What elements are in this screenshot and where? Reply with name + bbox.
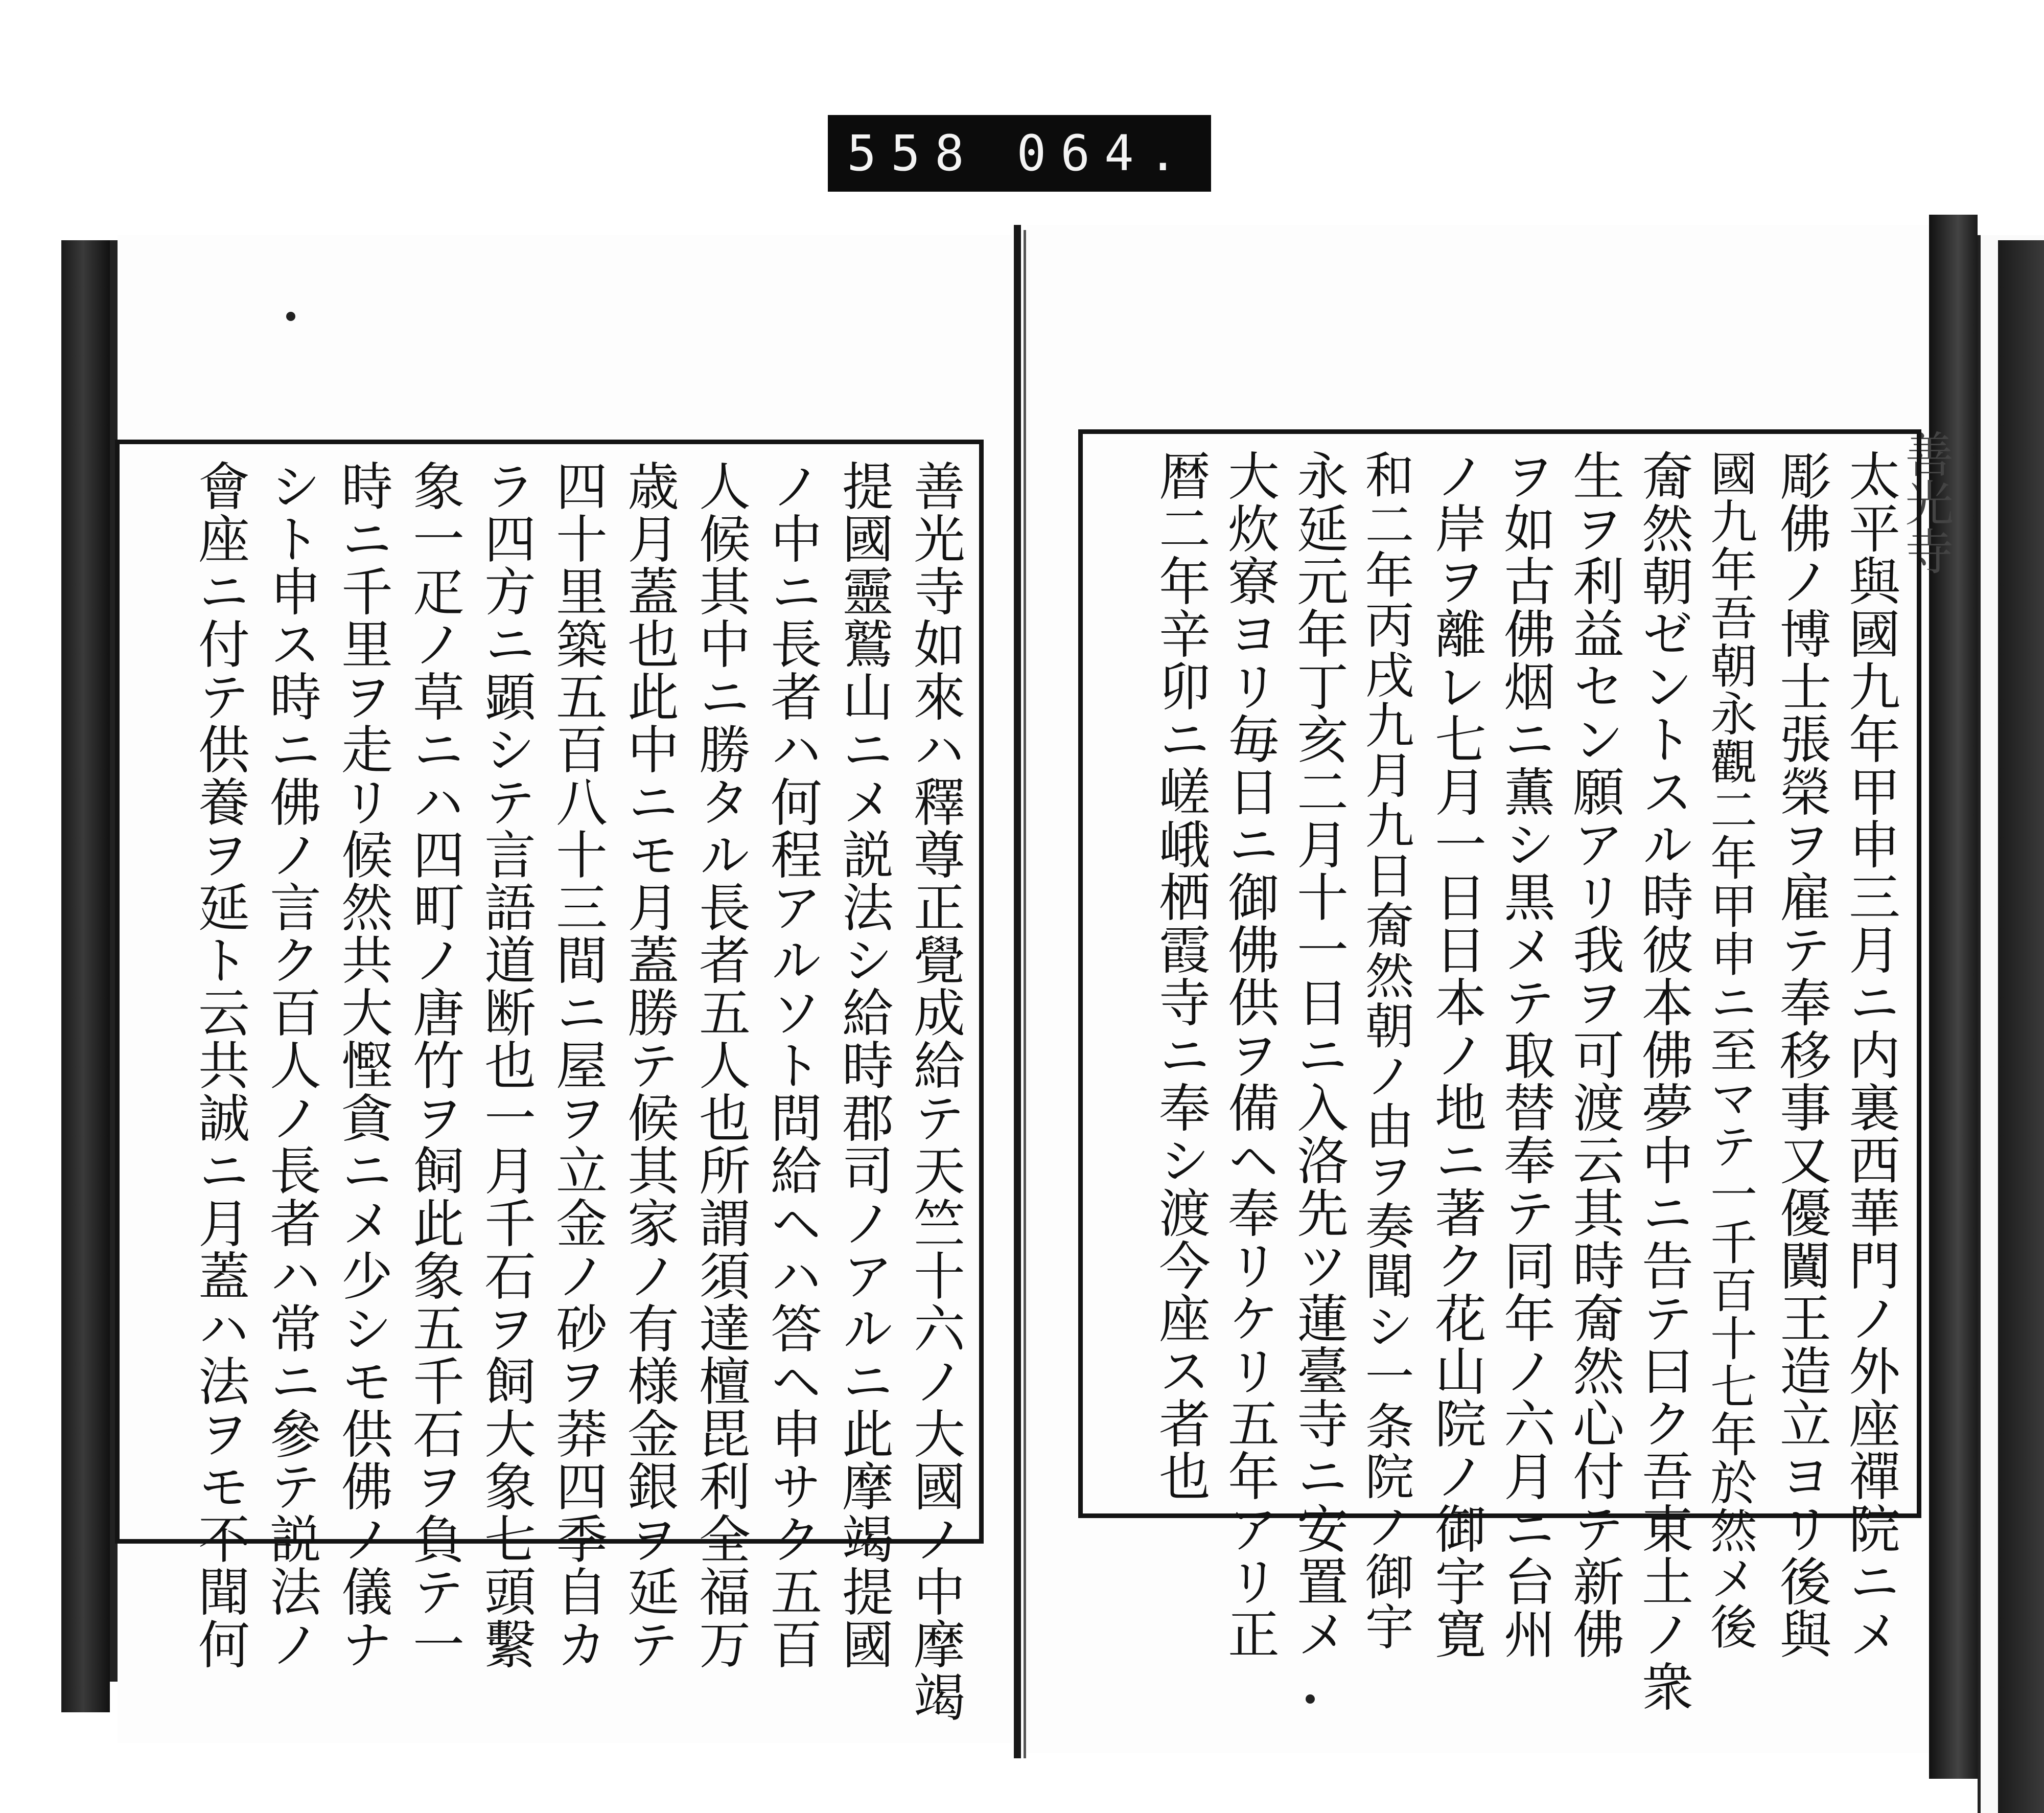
- left-column-8: 象一疋ノ草ニハ四町ノ唐竹ヲ飼此象五千石ヲ負テ一: [404, 460, 464, 1670]
- left-column-3: ノ中ニ長者ハ何程アルソト問給ヘハ答ヘ申サク五百: [762, 460, 822, 1670]
- left-column-9: 時ニ千里ヲ走リ候然共大慳貪ニメ少シモ供佛ノ儀ナ: [333, 460, 393, 1670]
- right-column-5: 生ヲ利益セン願アリ我ヲ可渡云其時奝然心付テ新佛: [1564, 449, 1624, 1660]
- right-page-margin-title: 善光寺: [1897, 429, 1954, 575]
- ink-speck: [286, 312, 295, 321]
- left-column-7: ラ四方ニ顕シテ言語道断也一月千石ヲ飼大象七頭繫: [476, 460, 536, 1670]
- right-column-7: ノ岸ヲ離レ七月一日日本ノ地ニ著ク花山院ノ御宇寛: [1426, 449, 1486, 1660]
- archive-label-left: 558: [847, 125, 979, 182]
- book-spine-shadow: [1024, 230, 1026, 1758]
- left-column-10: シト申ス時ニ佛ノ言ク百人ノ長者ハ常ニ參テ説法ノ: [261, 460, 321, 1670]
- book-spine: [1014, 225, 1021, 1758]
- left-page-text-frame: [115, 440, 984, 1723]
- book-edge-right-dark: [1998, 240, 2044, 1813]
- right-column-2: 彫佛ノ博士張榮ヲ雇テ奉移事又優闐王造立ヨリ後與: [1771, 449, 1831, 1660]
- right-page-text-frame: [1078, 429, 1921, 1713]
- left-column-4: 人候其中ニ勝タル長者五人也所謂須達檀毘利全福万: [690, 460, 751, 1670]
- right-column-1: 太平與國九年甲申三月ニ内裏西華門ノ外座禪院ニメ: [1840, 449, 1900, 1660]
- right-column-4: 奝然朝ゼントスル時彼本佛夢中ニ告テ曰ク吾東土ノ衆: [1633, 449, 1693, 1713]
- archive-label: [828, 115, 1211, 192]
- left-column-11: 會座ニ付テ供養ヲ延ト云共誠ニ月蓋ハ法ヲモ不聞何: [190, 460, 250, 1670]
- left-column-2: 提國靈鷲山ニメ説法シ給時郡司ノアルニ此摩竭提國: [833, 460, 894, 1670]
- ink-speck: [1306, 1694, 1315, 1704]
- left-column-6: 四十里築五百八十三間ニ屋ヲ立金ノ砂ヲ莽四季自カ: [547, 460, 608, 1670]
- archive-label-right: 064.: [1016, 125, 1192, 182]
- book-edge-left: [61, 240, 110, 1712]
- right-column-6: ヲ如古佛烟ニ薫シ黒メテ取替奉テ同年ノ六月ニ台州: [1495, 449, 1555, 1660]
- right-column-11: 暦二年辛卯ニ嵯峨栖霞寺ニ奉シ渡今座ス者也: [1150, 449, 1211, 1502]
- left-column-5: 歳月蓋也此中ニモ月蓋勝テ候其家ノ有様金銀ヲ延テ: [619, 460, 679, 1670]
- right-column-3: 國九年吾朝永觀二年甲申ニ至マテ一千百十七年於然メ後: [1703, 449, 1757, 1650]
- right-column-9: 永延元年丁亥二月十一日ニ入洛先ツ蓮臺寺ニ安置メ: [1288, 449, 1349, 1660]
- left-column-1: 善光寺如來ハ釋尊正覺成給テ天竺十六ノ大國ノ中摩竭: [905, 460, 965, 1723]
- right-column-8: 和二年丙戌九月九日奝然朝ノ由ヲ奏聞シ一条院ノ御宇: [1357, 449, 1414, 1651]
- right-column-10: 大炊寮ヨリ毎日ニ御佛供ヲ備ヘ奉リケリ五年アリ正: [1219, 449, 1280, 1660]
